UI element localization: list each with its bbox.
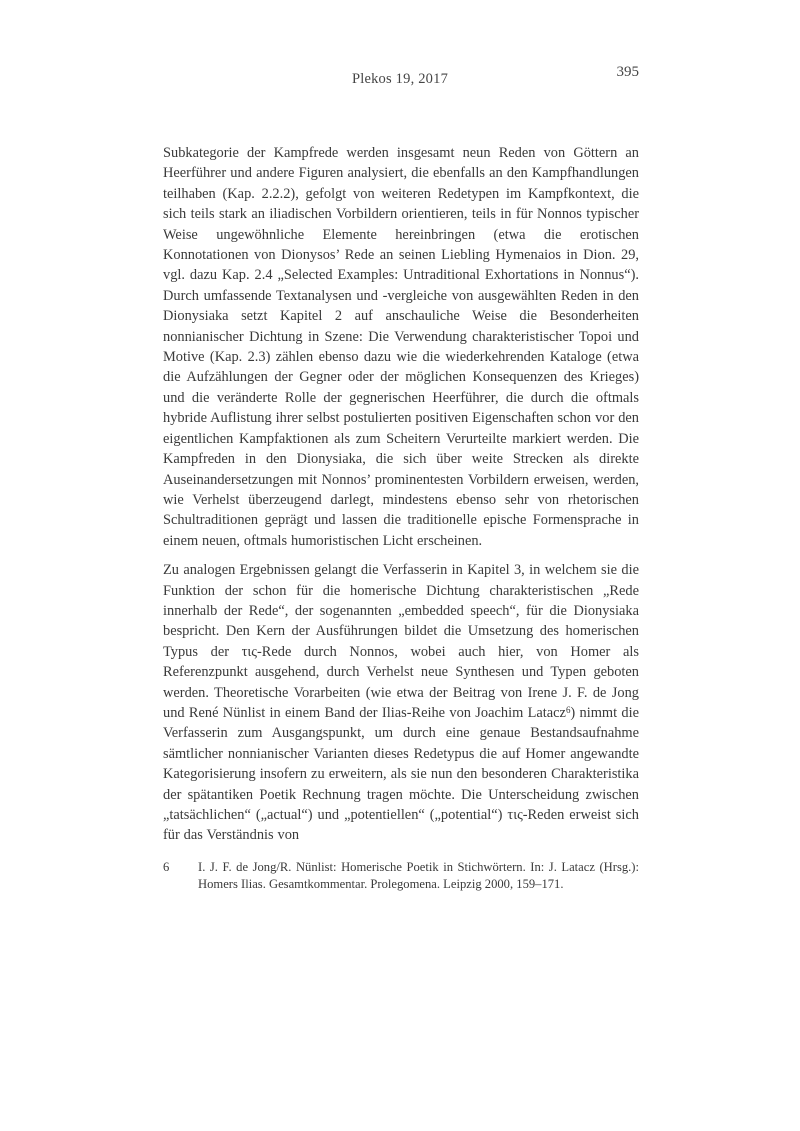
footnote-text: I. J. F. de Jong/R. Nünlist: Homerische Poetik in Stichwörtern. In: J. Latacz (Hrsg.): Homers Ilias. Gesamtkommentar. Prolegomena. Leipzig 2000, 159–171. [198,859,639,891]
page-number: 395 [616,64,639,80]
footnote-number: 6 [163,859,170,874]
running-header-journal: Plekos 19, 2017 [351,71,449,87]
paragraph-1: Subkategorie der Kampfrede werden insgesamt neun Reden von Göttern an Heerführer und andere Figuren analysiert, die ebenfalls an den Kampfhandlungen teilhaben (Kap. 2.2.2), gefolgt von weiteren Redetypen im Kampfkontext, die sich teils stark an iliadischen Vorbildern orientieren, teils in für Nonnos typischer Weise ungewöhnliche Elemente hereinbringen (etwa die erotischen Konnotationen von Dionysos’ Rede an seinen Liebling Hymenaios in Dion. 29, vgl. dazu Kap. 2.4 „Selected Examples: Untraditional Exhortations in Nonnus“). Durch umfassende Textanalysen und -vergleiche von ausgewählten Reden in den Dionysiaka setzt Kapitel 2 auf anschauliche Weise die Besonderheiten nonnianischer Dichtung in Szene: Die Verwendung charakteristischer Topoi und Motive (Kap. 2.3) zählen ebenso dazu wie die wiederkehrenden Kataloge (etwa die Aufzählungen der Gegner oder der möglichen Konsequenzen des Krieges) und die veränderte Rolle der gegnerischen Heerführer, die durch die oftmals hybride Auflistung ihrer selbst postulierten positiven Eigenschaften schon vor den eigentlichen Kampfaktionen als zum Scheitern Verurteilte markiert werden. Die Kampfreden in den Dionysiaka, die sich über weite Strecken als direkte Auseinandersetzungen mit Nonnos’ prominentesten Vorbildern erweisen, werden, wie Verhelst überzeugend darlegt, mindestens ebenso sehr von rhetorischen Schultraditionen geprägt und lassen die traditionelle epische Formensprache in einem neuen, oftmals humoristischen Licht erscheinen. [163,145,639,549]
text-block [163,143,639,893]
footnote-reference-mark: 6 [565,704,571,715]
paragraph-2-continuation: ) nimmt die Verfasserin zum Ausgangspunkt, um durch eine genaue Bestandsaufnahme sämtlicher nonnianischer Varianten dieses Redetypus die auf Homer angewandte Kategorisierung insofern zu erweitern, als sie nun den besonderen Charakteristika der spätantiken Poetik Rechnung tragen möchte. Die Unterscheidung zwischen „tatsächlichen“ („actual“) und „potentiellen“ („potential“) τις-Reden erweist sich für das Verständnis von [163,704,639,844]
footnote [163,859,639,893]
paragraph-2-text: Zu analogen Ergebnissen gelangt die Verfasserin in Kapitel 3, in welchem sie die Funktion der schon für die homerische Dichtung charakteristischen „Rede innerhalb der Rede“, der sogenannten „embedded speech“, für die Dionysiaka bespricht. Den Kern der Ausführungen bildet die Umsetzung des homerischen Typus der τις-Rede durch Nonnos, wobei auch hier, von Homer als Referenzpunkt ausgehend, durch Verhelst neue Synthesen und Typen geboten werden. Theoretische Vorarbeiten (wie etwa der Beitrag von Irene J. F. de Jong und René Nünlist in einem Band der Ilias-Reihe von Joachim Latacz [163,562,639,721]
paragraph-2 [163,560,639,846]
